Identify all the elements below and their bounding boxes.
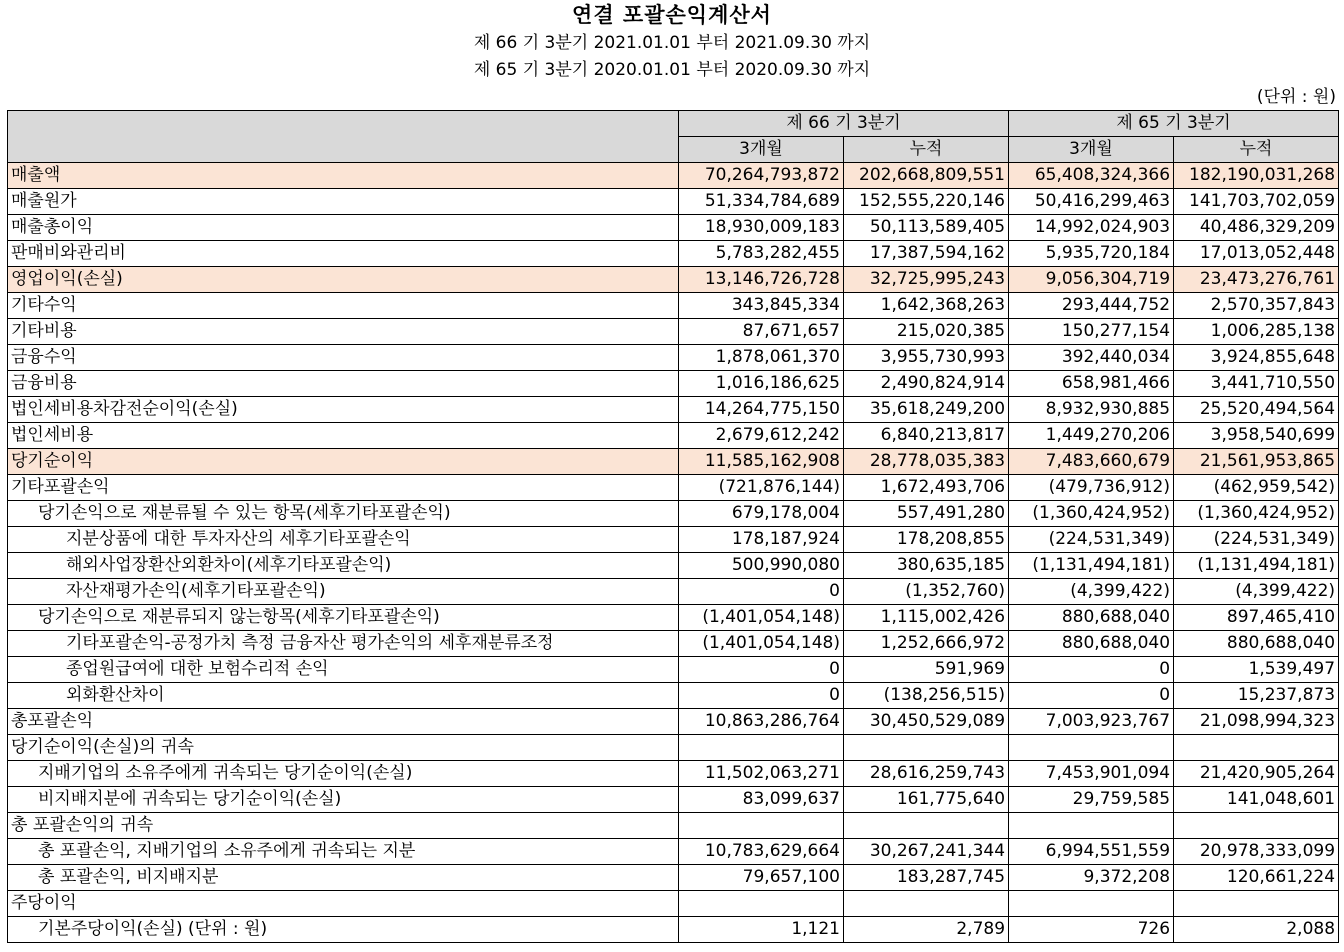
value-cell: (4,399,422)	[1009, 579, 1174, 605]
value-cell: (4,399,422)	[1174, 579, 1339, 605]
value-cell: (224,531,349)	[1174, 527, 1339, 553]
sub-header-prior-3m: 3개월	[1009, 137, 1174, 163]
value-cell: 35,618,249,200	[844, 397, 1009, 423]
value-cell	[1174, 891, 1339, 917]
value-cell: 1,115,002,426	[844, 605, 1009, 631]
value-cell: 141,703,702,059	[1174, 189, 1339, 215]
table-row	[8, 683, 1339, 709]
value-cell: 1,672,493,706	[844, 475, 1009, 501]
table-row	[8, 371, 1339, 397]
row-label: 지분상품에 대한 투자자산의 세후기타포괄손익	[8, 527, 679, 553]
table-row	[8, 579, 1339, 605]
period-current: 제 66 기 3분기 2021.01.01 부터 2021.09.30 까지	[473, 33, 871, 53]
value-cell: 25,520,494,564	[1174, 397, 1339, 423]
row-label: 기타수익	[8, 293, 679, 319]
table-row	[8, 319, 1339, 345]
value-cell: 880,688,040	[1009, 631, 1174, 657]
row-label: 법인세비용	[8, 423, 679, 449]
value-cell: (721,876,144)	[679, 475, 844, 501]
value-cell: 0	[679, 579, 844, 605]
value-cell: 50,416,299,463	[1009, 189, 1174, 215]
table-row	[8, 813, 1339, 839]
period-prior: 제 65 기 3분기 2020.01.01 부터 2020.09.30 까지	[473, 60, 871, 80]
value-cell: (462,959,542)	[1174, 475, 1339, 501]
value-cell: 1,449,270,206	[1009, 423, 1174, 449]
table-row	[8, 501, 1339, 527]
value-cell: 0	[679, 657, 844, 683]
row-label: 총 포괄손익, 비지배지분	[8, 865, 679, 891]
table-row	[8, 397, 1339, 423]
table-row	[8, 293, 1339, 319]
table-row	[8, 631, 1339, 657]
row-label: 자산재평가손익(세후기타포괄손익)	[8, 579, 679, 605]
table-row	[8, 267, 1339, 293]
table-row	[8, 891, 1339, 917]
value-cell: 3,955,730,993	[844, 345, 1009, 371]
value-cell: 17,387,594,162	[844, 241, 1009, 267]
value-cell: 10,783,629,664	[679, 839, 844, 865]
value-cell: 79,657,100	[679, 865, 844, 891]
value-cell: (1,131,494,181)	[1009, 553, 1174, 579]
value-cell: 18,930,009,183	[679, 215, 844, 241]
value-cell: 14,992,024,903	[1009, 215, 1174, 241]
value-cell	[844, 891, 1009, 917]
value-cell	[1009, 813, 1174, 839]
value-cell: 10,863,286,764	[679, 709, 844, 735]
value-cell: 30,450,529,089	[844, 709, 1009, 735]
value-cell	[1009, 735, 1174, 761]
row-label: 판매비와관리비	[8, 241, 679, 267]
value-cell: 0	[1009, 657, 1174, 683]
value-cell: 178,187,924	[679, 527, 844, 553]
value-cell: 21,098,994,323	[1174, 709, 1339, 735]
value-cell: 87,671,657	[679, 319, 844, 345]
value-cell: (479,736,912)	[1009, 475, 1174, 501]
table-row	[8, 865, 1339, 891]
value-cell: 11,502,063,271	[679, 761, 844, 787]
value-cell: 0	[679, 683, 844, 709]
sub-header-current-cum: 누적	[844, 137, 1009, 163]
value-cell: 0	[1009, 683, 1174, 709]
value-cell: 557,491,280	[844, 501, 1009, 527]
value-cell	[679, 735, 844, 761]
statement-title: 연결 포괄손익계산서	[572, 3, 772, 27]
row-label: 매출원가	[8, 189, 679, 215]
value-cell: 658,981,466	[1009, 371, 1174, 397]
sub-header-current-3m: 3개월	[679, 137, 844, 163]
value-cell: 897,465,410	[1174, 605, 1339, 631]
value-cell: 161,775,640	[844, 787, 1009, 813]
value-cell: 32,725,995,243	[844, 267, 1009, 293]
table-row	[8, 657, 1339, 683]
value-cell: 3,924,855,648	[1174, 345, 1339, 371]
value-cell: 202,668,809,551	[844, 163, 1009, 189]
value-cell: 5,935,720,184	[1009, 241, 1174, 267]
row-label: 영업이익(손실)	[8, 267, 679, 293]
value-cell: (1,352,760)	[844, 579, 1009, 605]
table-row	[8, 527, 1339, 553]
value-cell	[844, 735, 1009, 761]
value-cell: 17,013,052,448	[1174, 241, 1339, 267]
value-cell: 343,845,334	[679, 293, 844, 319]
value-cell: 5,783,282,455	[679, 241, 844, 267]
statement-header	[0, 0, 1344, 84]
sub-header-prior-cum: 누적	[1174, 137, 1339, 163]
value-cell: 293,444,752	[1009, 293, 1174, 319]
value-cell: 1,016,186,625	[679, 371, 844, 397]
value-cell: 1,121	[679, 917, 844, 943]
value-cell: 21,561,953,865	[1174, 449, 1339, 475]
table-row	[8, 163, 1339, 189]
row-label: 총 포괄손익, 지배기업의 소유주에게 귀속되는 지분	[8, 839, 679, 865]
table-row	[8, 917, 1339, 943]
value-cell: 6,840,213,817	[844, 423, 1009, 449]
value-cell: 7,003,923,767	[1009, 709, 1174, 735]
value-cell: 380,635,185	[844, 553, 1009, 579]
value-cell: 880,688,040	[1174, 631, 1339, 657]
income-statement-table	[7, 110, 1339, 943]
row-label: 기타포괄손익-공정가치 측정 금융자산 평가손익의 세후재분류조정	[8, 631, 679, 657]
value-cell: 14,264,775,150	[679, 397, 844, 423]
value-cell: 83,099,637	[679, 787, 844, 813]
value-cell: 1,252,666,972	[844, 631, 1009, 657]
row-label: 기본주당이익(손실) (단위 : 원)	[8, 917, 679, 943]
value-cell: 178,208,855	[844, 527, 1009, 553]
row-label: 외화환산차이	[8, 683, 679, 709]
value-cell: 500,990,080	[679, 553, 844, 579]
table-row	[8, 475, 1339, 501]
value-cell: 726	[1009, 917, 1174, 943]
table-row	[8, 553, 1339, 579]
value-cell: 20,978,333,099	[1174, 839, 1339, 865]
row-label: 기타비용	[8, 319, 679, 345]
table-row	[8, 423, 1339, 449]
value-cell: 1,006,285,138	[1174, 319, 1339, 345]
value-cell: 40,486,329,209	[1174, 215, 1339, 241]
table-row	[8, 761, 1339, 787]
row-label: 당기순이익	[8, 449, 679, 475]
value-cell: 21,420,905,264	[1174, 761, 1339, 787]
value-cell: 183,287,745	[844, 865, 1009, 891]
value-cell: 2,088	[1174, 917, 1339, 943]
table-row	[8, 215, 1339, 241]
value-cell: (1,401,054,148)	[679, 605, 844, 631]
value-cell: (1,401,054,148)	[679, 631, 844, 657]
value-cell: 30,267,241,344	[844, 839, 1009, 865]
value-cell: 2,679,612,242	[679, 423, 844, 449]
table-row	[8, 839, 1339, 865]
value-cell	[679, 891, 844, 917]
value-cell: 2,789	[844, 917, 1009, 943]
row-label: 법인세비용차감전순이익(손실)	[8, 397, 679, 423]
value-cell: 2,570,357,843	[1174, 293, 1339, 319]
row-label: 기타포괄손익	[8, 475, 679, 501]
table-row	[8, 735, 1339, 761]
group-header-current: 제 66 기 3분기	[679, 111, 1009, 137]
row-label: 지배기업의 소유주에게 귀속되는 당기순이익(손실)	[8, 761, 679, 787]
value-cell: 9,372,208	[1009, 865, 1174, 891]
row-label: 비지배지분에 귀속되는 당기순이익(손실)	[8, 787, 679, 813]
value-cell: 28,616,259,743	[844, 761, 1009, 787]
value-cell: 8,932,930,885	[1009, 397, 1174, 423]
value-cell: 3,958,540,699	[1174, 423, 1339, 449]
value-cell: (1,360,424,952)	[1009, 501, 1174, 527]
row-label: 당기손익으로 재분류되지 않는항목(세후기타포괄손익)	[8, 605, 679, 631]
value-cell: 1,539,497	[1174, 657, 1339, 683]
value-cell: 50,113,589,405	[844, 215, 1009, 241]
value-cell: (138,256,515)	[844, 683, 1009, 709]
value-cell: (1,360,424,952)	[1174, 501, 1339, 527]
value-cell: 215,020,385	[844, 319, 1009, 345]
value-cell: 152,555,220,146	[844, 189, 1009, 215]
value-cell: 7,483,660,679	[1009, 449, 1174, 475]
row-label: 당기손익으로 재분류될 수 있는 항목(세후기타포괄손익)	[8, 501, 679, 527]
row-label: 매출액	[8, 163, 679, 189]
value-cell: 11,585,162,908	[679, 449, 844, 475]
row-label: 주당이익	[8, 891, 679, 917]
value-cell: 591,969	[844, 657, 1009, 683]
value-cell	[844, 813, 1009, 839]
table-row	[8, 605, 1339, 631]
value-cell	[1009, 891, 1174, 917]
value-cell: 6,994,551,559	[1009, 839, 1174, 865]
row-label: 매출총이익	[8, 215, 679, 241]
table-row	[8, 449, 1339, 475]
value-cell: 880,688,040	[1009, 605, 1174, 631]
value-cell: 28,778,035,383	[844, 449, 1009, 475]
value-cell: 679,178,004	[679, 501, 844, 527]
value-cell: (224,531,349)	[1009, 527, 1174, 553]
row-label: 금융비용	[8, 371, 679, 397]
value-cell: 9,056,304,719	[1009, 267, 1174, 293]
row-label: 당기순이익(손실)의 귀속	[8, 735, 679, 761]
value-cell: 141,048,601	[1174, 787, 1339, 813]
group-header-prior: 제 65 기 3분기	[1009, 111, 1339, 137]
value-cell: 51,334,784,689	[679, 189, 844, 215]
value-cell: 120,661,224	[1174, 865, 1339, 891]
row-label: 해외사업장환산외환차이(세후기타포괄손익)	[8, 553, 679, 579]
row-label: 종업원급여에 대한 보험수리적 손익	[8, 657, 679, 683]
value-cell: 1,642,368,263	[844, 293, 1009, 319]
row-label: 총포괄손익	[8, 709, 679, 735]
value-cell	[1174, 735, 1339, 761]
value-cell: 182,190,031,268	[1174, 163, 1339, 189]
value-cell: 70,264,793,872	[679, 163, 844, 189]
row-label: 총 포괄손익의 귀속	[8, 813, 679, 839]
row-label: 금융수익	[8, 345, 679, 371]
value-cell	[679, 813, 844, 839]
label-header-cell	[8, 111, 679, 163]
table-row	[8, 189, 1339, 215]
value-cell: 2,490,824,914	[844, 371, 1009, 397]
value-cell: 150,277,154	[1009, 319, 1174, 345]
value-cell: 65,408,324,366	[1009, 163, 1174, 189]
table-row	[8, 709, 1339, 735]
value-cell: 13,146,726,728	[679, 267, 844, 293]
value-cell: 23,473,276,761	[1174, 267, 1339, 293]
statement-body	[8, 163, 1339, 943]
value-cell: 1,878,061,370	[679, 345, 844, 371]
value-cell: 392,440,034	[1009, 345, 1174, 371]
value-cell: 7,453,901,094	[1009, 761, 1174, 787]
table-row	[8, 345, 1339, 371]
unit-label: (단위 : 원)	[1256, 87, 1336, 107]
value-cell: 15,237,873	[1174, 683, 1339, 709]
table-row	[8, 241, 1339, 267]
table-row	[8, 787, 1339, 813]
value-cell: 29,759,585	[1009, 787, 1174, 813]
value-cell: 3,441,710,550	[1174, 371, 1339, 397]
value-cell: (1,131,494,181)	[1174, 553, 1339, 579]
value-cell	[1174, 813, 1339, 839]
